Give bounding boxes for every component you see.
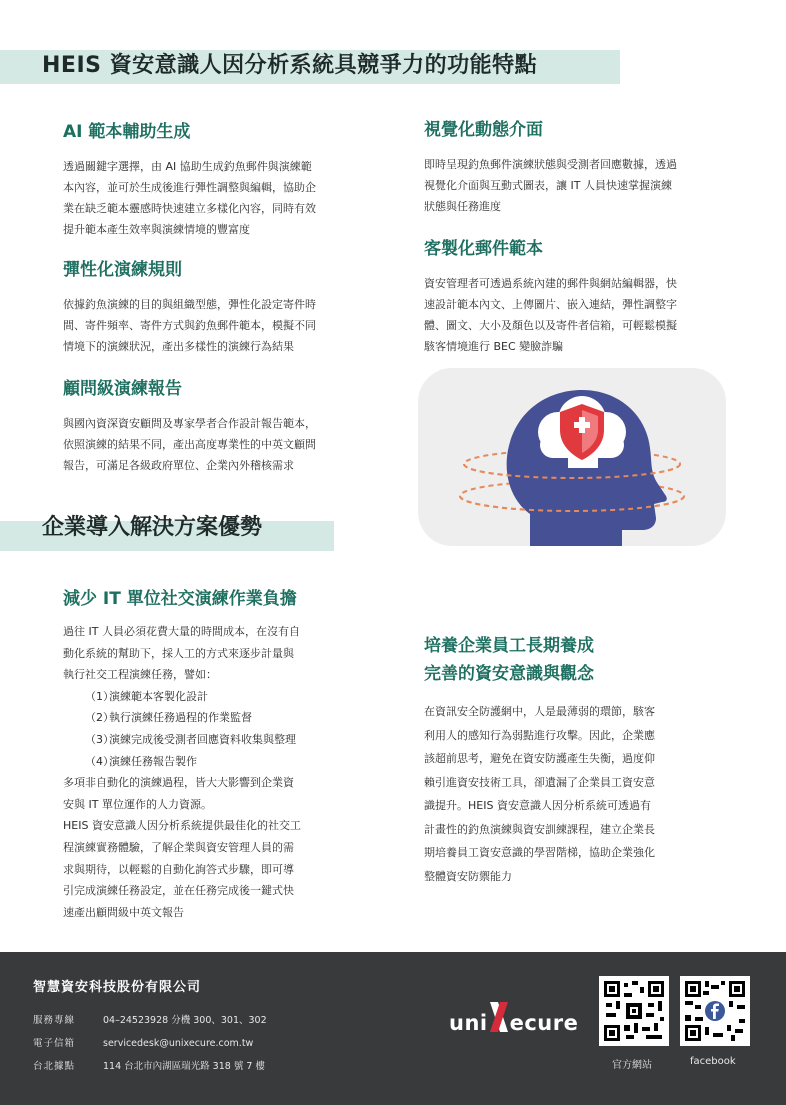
feature-custom-email-template xyxy=(424,237,724,357)
list-item: （3）演練完成後受測者回應資料收集與整理 xyxy=(85,732,296,746)
feature-description: 透過關鍵字選擇，由 AI 協助生成釣魚郵件與演練範 本內容，並可於生成後進行彈性調整與編輯，協助企 業在缺乏範本靈感時快速建立多樣化內容，同時有效 提升範本產生效率與演練情境的豐富度 xyxy=(63,160,316,236)
benefit-long-term-awareness xyxy=(424,632,724,888)
qr-code-icon xyxy=(683,979,747,1043)
section-header xyxy=(0,511,334,551)
feature-flexible-rules xyxy=(63,258,363,357)
section-title: 企業導入解決方案優勢 xyxy=(42,515,263,540)
benefit-title: 減少 IT 單位社交演練作業負擔 xyxy=(63,589,297,609)
feature-description: 即時呈現釣魚郵件演練狀態與受測者回應數據，透過 視覺化介面與互動式圖表，讓 IT 人員快速掌握演練 狀態與任務進度 xyxy=(424,158,677,213)
contact-address: 台北據點 114 台北市內湖區瑞光路 318 號 7 樓 xyxy=(33,1061,265,1072)
list-item: （4）演練任務報告製作 xyxy=(85,754,197,768)
feature-title: 顧問級演練報告 xyxy=(63,379,182,399)
benefit-reduce-it-burden xyxy=(63,587,373,923)
feature-consultant-report xyxy=(63,377,363,476)
security-awareness-illustration xyxy=(418,368,726,546)
list-item: （1）演練範本客製化設計 xyxy=(85,689,208,703)
feature-description: 與國內資深資安顧問及專家學者合作設計報告範本， 依照演練的結果不同，產出高度專業性的中英文顧問 報告，可滿足各級政府單位、企業內外稽核需求 xyxy=(63,417,316,472)
unixecure-logo: uni ecure xyxy=(449,996,579,1046)
footer xyxy=(0,952,786,1105)
contact-email[interactable]: 電子信箱 servicedesk@unixecure.com.tw xyxy=(33,1038,254,1049)
qr-label-official-site: 官方網站 xyxy=(612,1060,652,1071)
feature-title: AI 範本輔助生成 xyxy=(63,122,191,142)
qr-code-official-site[interactable] xyxy=(599,976,669,1046)
feature-description: 資安管理者可透過系統內建的郵件與網站編輯器，快 速設計範本內文、上傳圖片、嵌入連結，彈性調整字 體、圖文、大小及顏色以及寄件者信箱，可輕鬆模擬 駭客情境進行 BEC 變臉詐騙 xyxy=(424,277,677,353)
qr-code-icon xyxy=(602,979,666,1043)
facebook-icon xyxy=(705,1001,725,1021)
feature-visual-dashboard xyxy=(424,118,724,217)
qr-label-facebook: facebook xyxy=(690,1056,736,1067)
benefit-title: 培養企業員工長期養成 完善的資安意識與觀念 xyxy=(424,636,594,684)
company-name: 智慧資安科技股份有限公司 xyxy=(33,980,202,995)
head-profile-icon xyxy=(418,368,726,546)
list-item: （2）執行演練任務過程的作業監督 xyxy=(85,711,252,725)
logo-x-mark xyxy=(488,1000,510,1034)
feature-ai-template xyxy=(63,120,363,240)
feature-title: 彈性化演練規則 xyxy=(63,260,182,280)
feature-title: 視覺化動態介面 xyxy=(424,120,543,140)
qr-code-facebook[interactable] xyxy=(680,976,750,1046)
benefit-intro: 過往 IT 人員必須花費大量的時間成本，在沒有自 動化系統的幫助下，採人工的方式來逐步計量與 執行社交工程演練任務，譬如： xyxy=(63,625,300,682)
contact-phone: 服務專線 04–24523928 分機 300、301、302 xyxy=(33,1015,267,1026)
feature-description: 依據釣魚演練的目的與組織型態，彈性化設定寄件時 間、寄件頻率、寄件方式與釣魚郵件範本，模擬不同 情境下的演練狀況，產出多樣性的演練行為結果 xyxy=(63,298,316,353)
benefit-body: 在資訊安全防護網中，人是最薄弱的環節，駭客 利用人的感知行為弱點進行攻擊。因此，企業應 該超前思考，避免在資安防護產生失衡，過度仰 賴引進資安技術工具，卻遺漏了企業員工資安意 識提升。HEIS 資安意識人因分析系統可透過有 計畫性的釣魚演練與資安訓練課程，建立企業長 期培養員工資安意識的學習階梯，協助企業強化 整體資安防禦能力 xyxy=(424,705,655,883)
benefit-outro: 多項非自動化的演練過程，皆大大影響到企業資 安與 IT 單位運作的人力資源。 HEIS 資安意識人因分析系統提供最佳化的社交工 程演練實務體驗，了解企業與資安管理人員的需 求與期待，以輕鬆的自動化詢答式步驟，即可導 引完成演練任務設定，並在任務完成後一鍵式快 速產出顧問級中英文報告 xyxy=(63,776,301,919)
feature-title: 客製化郵件範本 xyxy=(424,239,543,259)
page-title: HEIS 資安意識人因分析系統具競爭力的功能特點 xyxy=(42,53,538,78)
task-list xyxy=(85,686,373,772)
page-title-header xyxy=(0,50,620,84)
